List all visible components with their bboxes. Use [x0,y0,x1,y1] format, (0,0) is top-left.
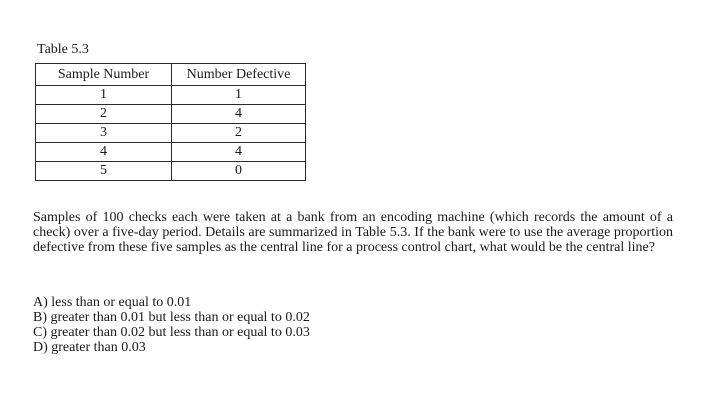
choice-d: D) greater than 0.03 [33,340,146,355]
cell-sample-number: 1 [36,86,172,105]
header-sample-number: Sample Number [36,64,172,86]
cell-number-defective: 4 [172,143,306,162]
cell-sample-number: 5 [36,162,172,181]
cell-number-defective: 2 [172,124,306,143]
table-header-row [36,64,306,86]
cell-sample-number: 3 [36,124,172,143]
header-number-defective: Number Defective [172,64,306,86]
choice-c: C) greater than 0.02 but less than or equal to 0.03 [33,325,310,340]
cell-number-defective: 1 [172,86,306,105]
cell-sample-number: 4 [36,143,172,162]
question-text: Samples of 100 checks each were taken at a bank from an encoding machine (which records the amount of a check) over a five-day period. Details are summarized in Table 5.3. If the bank were to use the average proportion defective from these five samples as the central line for a process control chart, what would be the central line? [33,210,673,255]
table-row [36,105,306,124]
choice-b: B) greater than 0.01 but less than or equal to 0.02 [33,310,310,325]
table-row [36,124,306,143]
cell-number-defective: 0 [172,162,306,181]
answer-choices [33,295,310,355]
defects-table [35,63,306,181]
choice-a: A) less than or equal to 0.01 [33,295,192,310]
cell-sample-number: 2 [36,105,172,124]
table-caption: Table 5.3 [37,42,89,57]
table-row [36,162,306,181]
table-row [36,86,306,105]
cell-number-defective: 4 [172,105,306,124]
table-row [36,143,306,162]
